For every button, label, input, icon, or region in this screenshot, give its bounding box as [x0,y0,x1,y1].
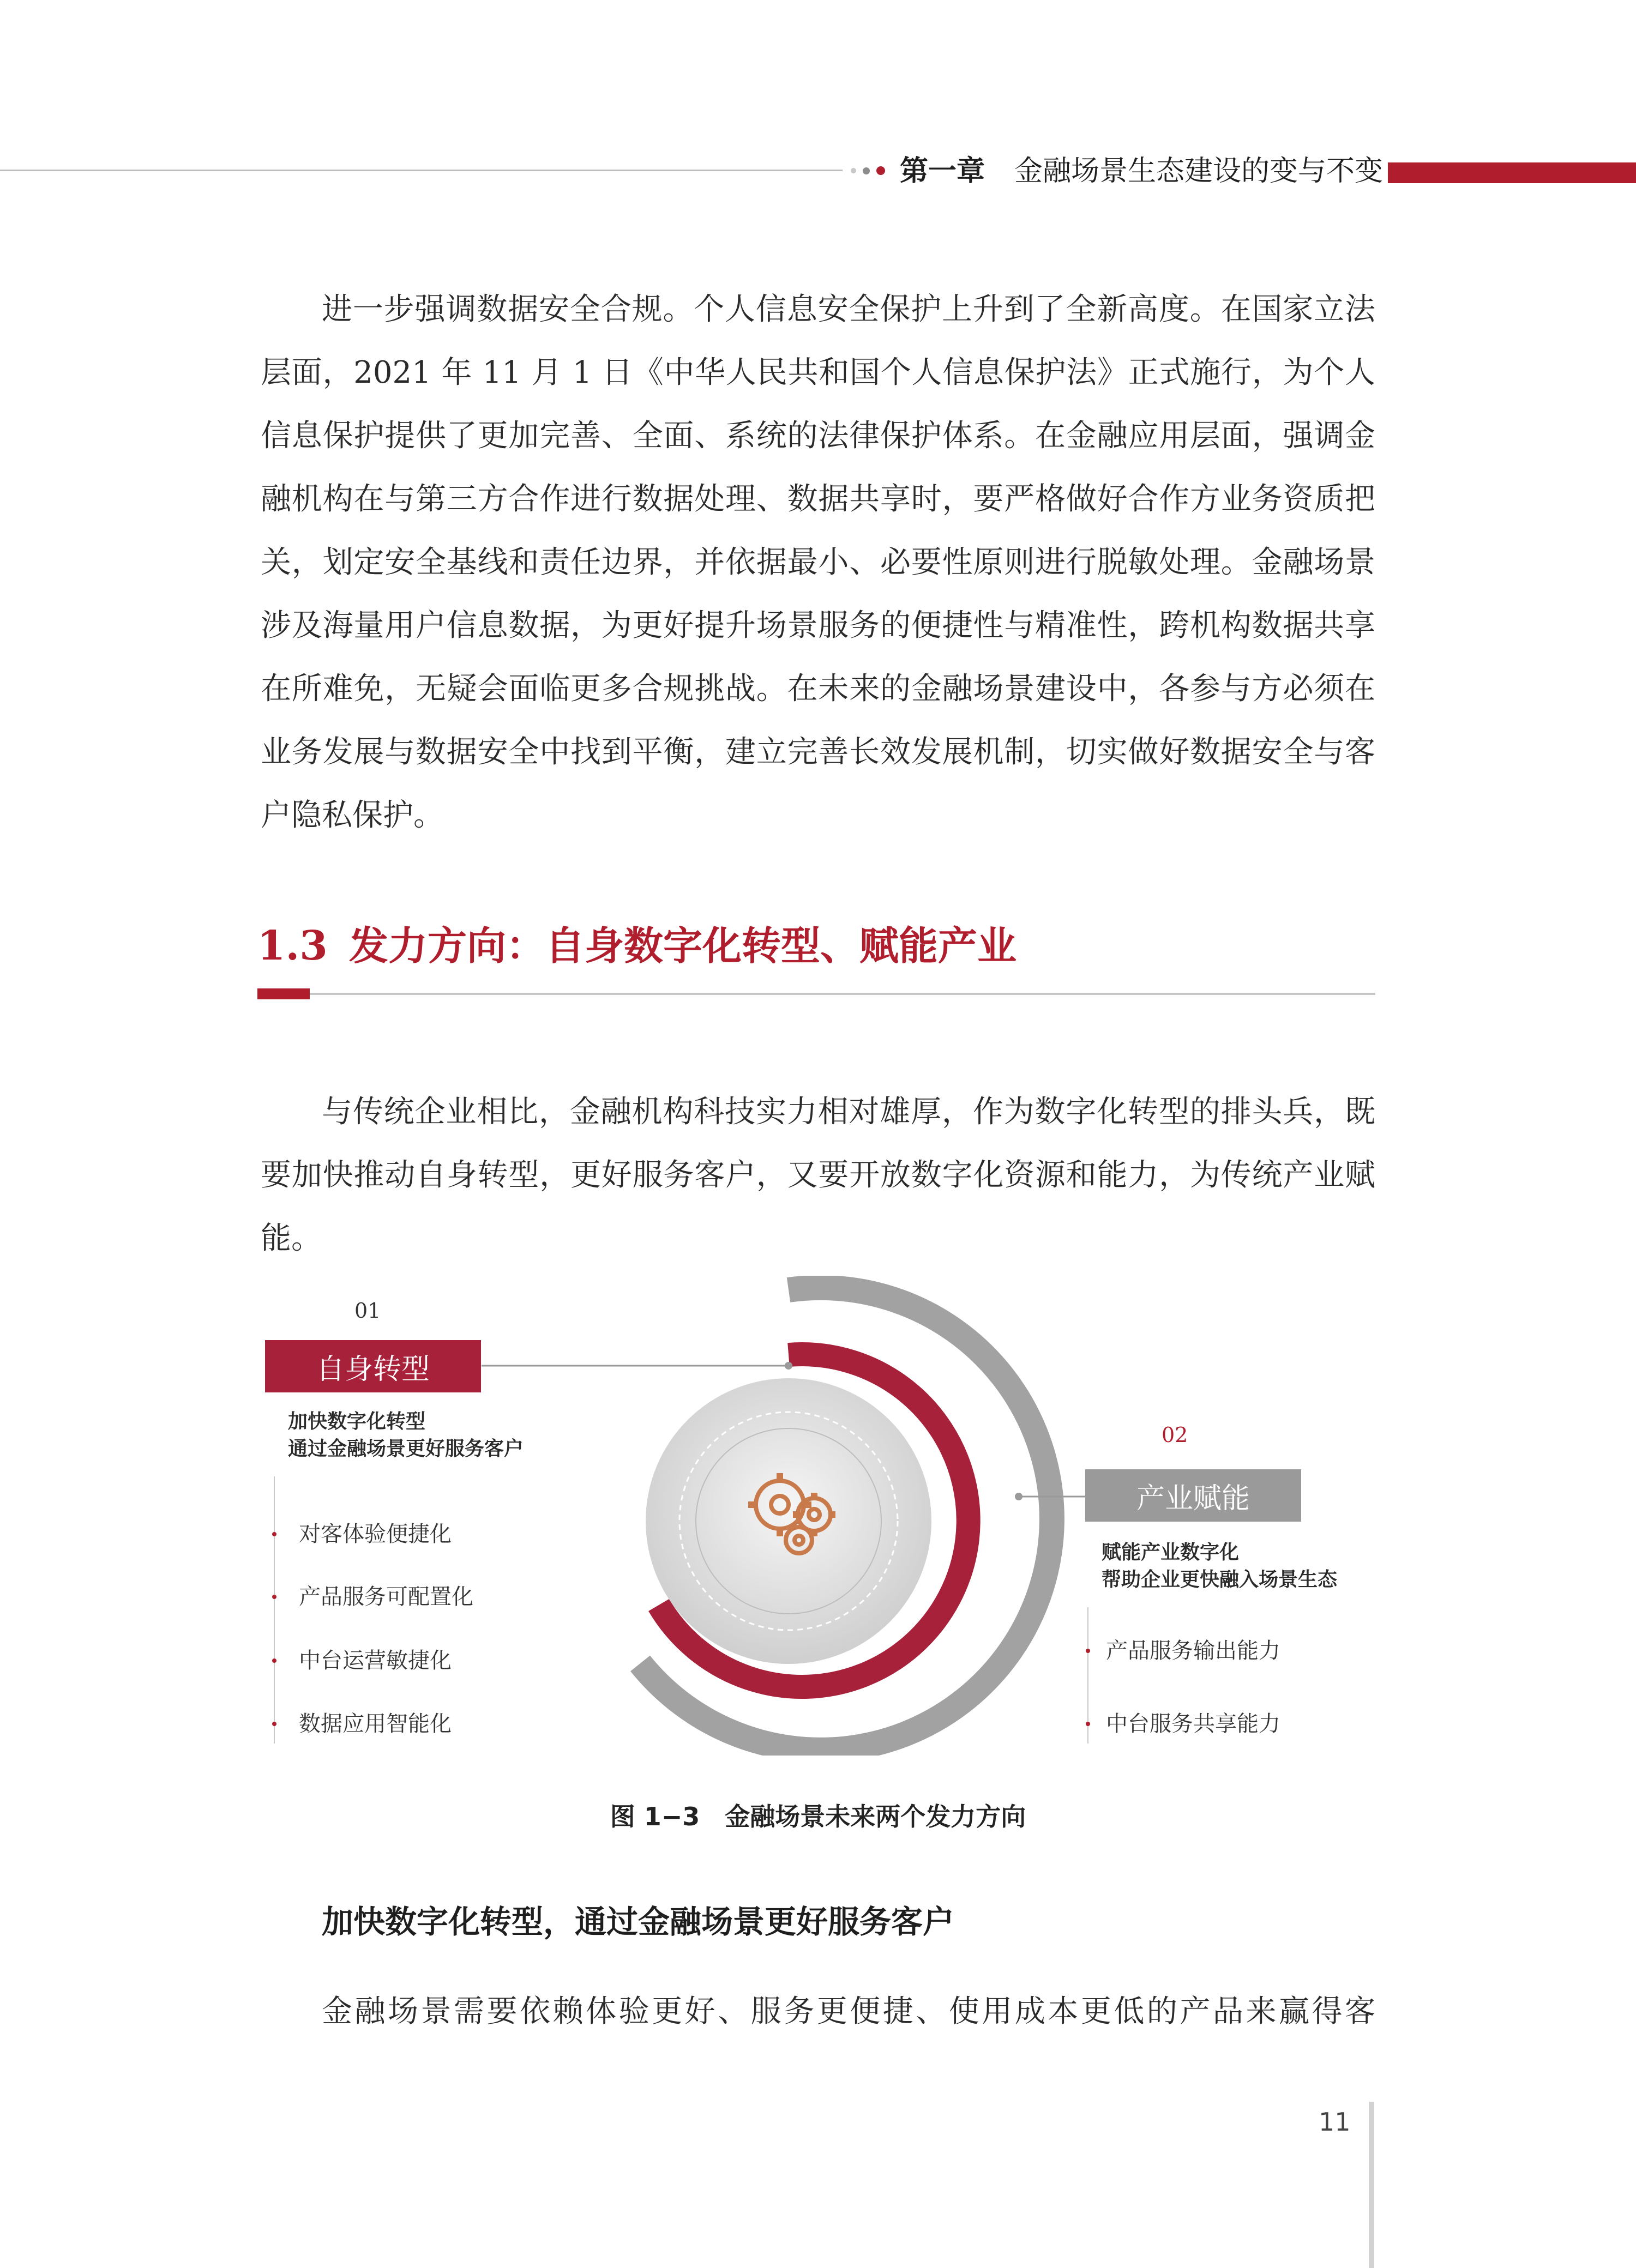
paragraph-data-security: 进一步强调数据安全合规。个人信息安全保护上升到了全新高度。在国家立法层面，2021 年 11 月 1 日《中华人民共和国个人信息保护法》正式施行，为个人信息保护提供了更加完善、全面、系统的法律保护体系。在金融应用层面，强调金融机构在与第三方合作进行数据处理、数据共享时，要严格做好合作方业务资质把关，划定安全基线和责任边界，并依据最小、必要性原则进行脱敏处理。金融场景涉及海量用户信息数据，为更好提升场景服务的便捷性与精准性，跨机构数据共享在所难免，无疑会面临更多合规挑战。在未来的金融场景建设中，各参与方必须在业务发展与数据安全中找到平衡，建立完善长效发展机制，切实做好数据安全与客户隐私保护。 [261,292,1375,833]
header-chapter: 第一章 [900,155,985,188]
right-item: 产品服务输出能力 [1106,1638,1280,1663]
section-title: 发力方向：自身数字化转型、赋能产业 [349,923,1017,969]
right-subtitle-2: 帮助企业更快融入场景生态 [1102,1568,1338,1591]
right-title-box: 产业赋能 [1085,1469,1301,1522]
subheading: 加快数字化转型，通过金融场景更好服务客户 [322,1903,955,1940]
left-bullet [272,1658,276,1663]
left-item: 产品服务可配置化 [299,1584,473,1609]
paragraph-continuation: 金融场景需要依赖体验更好、服务更便捷、使用成本更低的产品来赢得客 [322,1994,1375,2029]
paragraph-intro: 与传统企业相比，金融机构科技实力相对雄厚，作为数字化转型的排头兵，既要加快推动自身转型，更好服务客户，又要开放数字化资源和能力，为传统产业赋能。 [261,1094,1375,1256]
left-title-box: 自身转型 [265,1340,481,1392]
section-accent-bar [257,988,310,999]
left-bullet [272,1595,276,1599]
left-number: 01 [354,1299,381,1323]
left-item: 中台运营敏捷化 [299,1648,452,1673]
section-number: 1.3 [257,922,328,969]
right-subtitle-1: 赋能产业数字化 [1102,1541,1240,1564]
header-dot-accent [876,166,885,175]
right-item: 中台服务共享能力 [1106,1711,1280,1736]
connector-left-dot [785,1362,792,1370]
header-dot [851,168,856,173]
section-rule [310,993,1375,995]
left-item: 对客体验便捷化 [299,1522,452,1547]
left-item-rule [274,1476,275,1744]
header-dot [863,167,870,174]
right-bullet [1086,1722,1090,1726]
center-disc [646,1378,931,1664]
left-bullet [272,1532,276,1536]
right-number: 02 [1162,1423,1188,1447]
page-edge-bar [1369,2102,1374,2268]
left-subtitle-1: 加快数字化转型 [288,1410,426,1433]
left-item: 数据应用智能化 [299,1711,452,1736]
figure-caption: 图 1−3 金融场景未来两个发力方向 [610,1802,1026,1831]
header-dots [851,161,885,180]
header-chapter-title: 金融场景生态建设的变与不变 [1014,155,1384,188]
header-rule [0,170,843,171]
figure-two-directions [240,1276,1418,1756]
right-bullet [1086,1649,1090,1653]
connector-right-dot [1015,1493,1022,1500]
left-bullet [272,1722,276,1726]
left-subtitle-2: 通过金融场景更好服务客户 [288,1437,524,1460]
page-number: 11 [1319,2107,1351,2137]
header-accent-bar [1388,162,1636,183]
